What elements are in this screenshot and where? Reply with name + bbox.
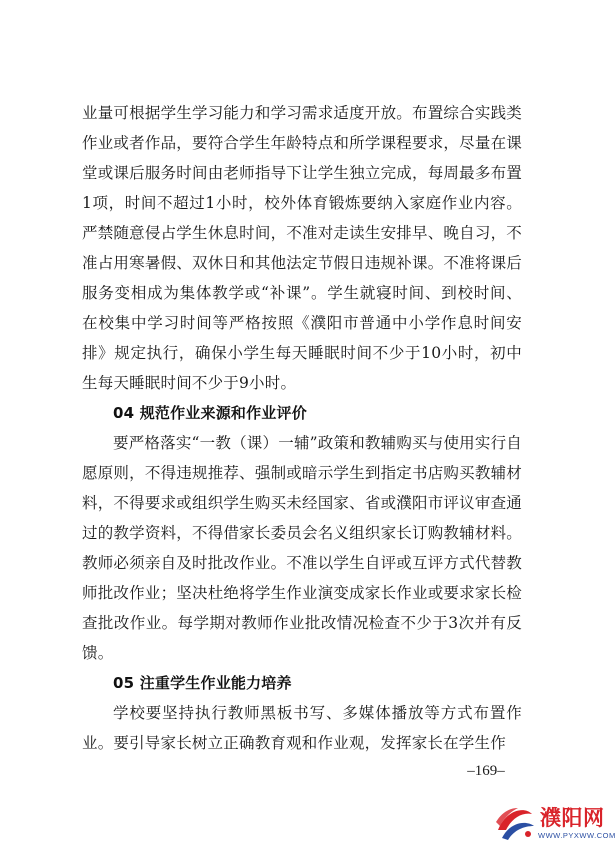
body-paragraph-1: 业量可根据学生学习能力和学习需求适度开放。布置综合实践类作业或者作品，要符合学生年龄特点和所学课程要求，尽量在课堂或课后服务时间由老师指导下让学生独立完成，每周最多布置1项，时间不超过1小时，校外体育锻炼要纳入家庭作业内容。严禁随意侵占学生休息时间，不准对走读生安排早、晚自习，不准占用寒暑假、双休日和其他法定节假日违规补课。不准将课后服务变相成为集体教学或“补课”。学生就寝时间、到校时间、在校集中学习时间等严格按照《濮阳市普通中小学作息时间安排》规定执行，确保小学生每天睡眠时间不少于10小时，初中生每天睡眠时间不少于9小时。 (82, 104, 522, 392)
section-05-heading: 05 注重学生作业能力培养 (113, 674, 292, 692)
page-number: –169– (467, 763, 505, 779)
puyang-logo-icon (492, 800, 538, 846)
section-05-paragraph: 学校要坚持执行教师黑板书写、多媒体播放等方式布置作业。要引导家长树立正确教育观和作业观，发挥家长在学生作 (82, 704, 522, 752)
watermark-url: WWW.PYXWW.COM (538, 831, 616, 840)
document-body (82, 98, 522, 758)
watermark-brand: 濮阳网 (540, 806, 605, 830)
section-04-paragraph: 要严格落实“一教（课）一辅”政策和教辅购买与使用实行自愿原则，不得违规推荐、强制或暗示学生到指定书店购买教辅材料，不得要求或组织学生购买未经国家、省或濮阳市评议审查通过的教学资料，不得借家长委员会名义组织家长订购教辅材料。教师必须亲自及时批改作业。不准以学生自评或互评方式代替教师批改作业；坚决杜绝将学生作业演变成家长作业或要求家长检查批改作业。每学期对教师作业批改情况检查不少于3次并有反馈。 (82, 434, 522, 662)
section-04-heading: 04 规范作业来源和作业评价 (113, 404, 307, 422)
site-watermark (490, 800, 616, 848)
